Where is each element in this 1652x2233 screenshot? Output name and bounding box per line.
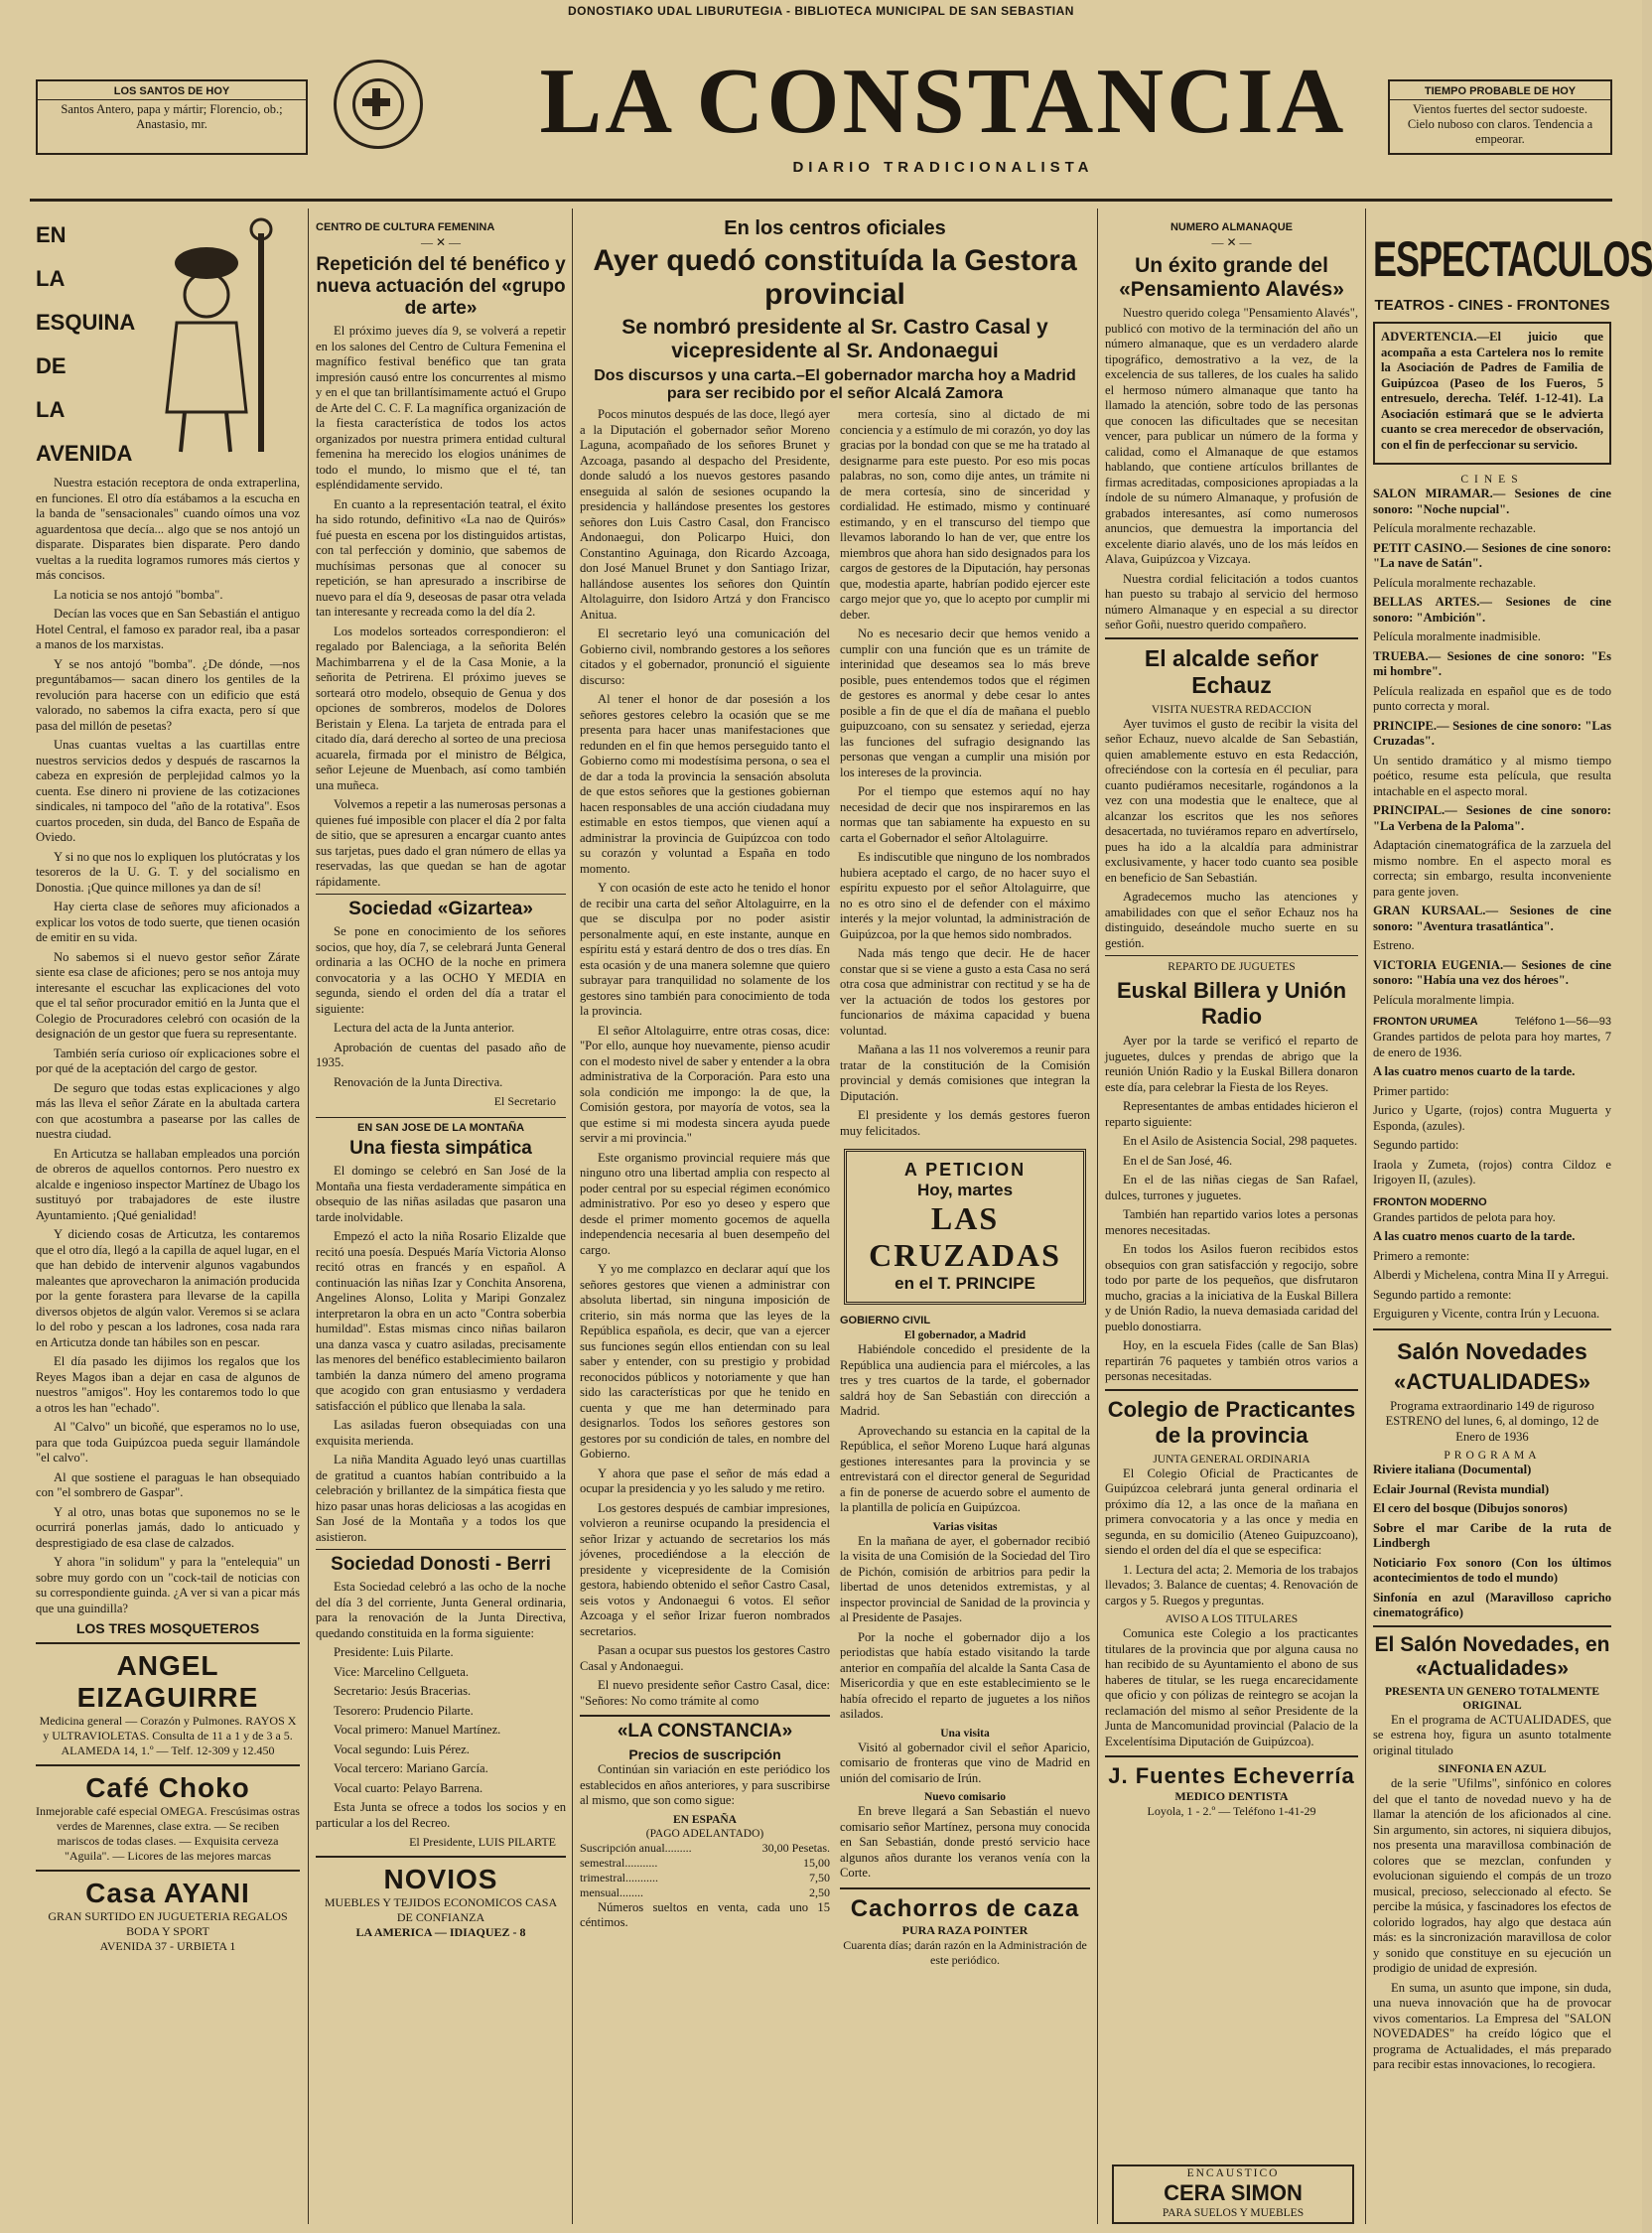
- salon2-sub: PRESENTA UN GENERO TOTALMENTE ORIGINAL: [1384, 1685, 1600, 1712]
- salon-title: Salón Novedades: [1397, 1337, 1587, 1364]
- fronton-line: Erguiguren y Vicente, contra Irún y Lecuona.: [1373, 1307, 1600, 1321]
- article-para: Ayer tuvimos el gusto de recibir la visita del señor Echauz, nuevo alcalde de San Sebastián, quien amablemente estuvo en esta Redacción, ofreciéndose con la cortesía en él peculiar, para cuanto pudiéramos necesitarle, rogándonos a la vez con una modestia que le enaltece, que al alcanzar los escritos que les nos señores desacertada, no tuviéramos reparo en advertírselo, pues ha ido a la alcaldía para administrar exclusivamente, y hacer todo cuanto sea posible en beneficio de San Sebastián.: [1105, 716, 1358, 885]
- article-kicker: NUMERO ALMANAQUE: [1170, 221, 1294, 233]
- price-row: [580, 1871, 830, 1885]
- article-para: El señor Altolaguirre, entre otras cosas, dice: "Por ello, aunque hoy nuevamente, pienso acudir con el modesto nivel de saber y entender a la obra administrativa de la Corporación. Para esto una sola condición me impongo: la de que, la Comisión gestora, por mayoría de votos, sea la que estime si mi modesta sincera ayuda puede servir a mi provincia.": [580, 1023, 830, 1145]
- salon-item: Sinfonía en azul (Maravilloso capricho cinematográfico): [1373, 1590, 1611, 1619]
- salon-item: El cero del bosque (Dibujos sonoros): [1373, 1501, 1568, 1515]
- salon-item: Sobre el mar Caribe de la ruta de Lindbergh: [1373, 1520, 1611, 1550]
- advertencia-box: [1373, 322, 1611, 465]
- gob-sub: Varias visitas: [932, 1520, 998, 1533]
- article-kicker: VISITA NUESTRA REDACCION: [1151, 703, 1312, 716]
- article-para: Vocal tercero: Mariano García.: [334, 1761, 488, 1775]
- fronton-line: Segundo partido a remonte:: [1373, 1287, 1512, 1302]
- cine-entry: PRINCIPE.— Sesiones de cine sonoro: "Las Cruzadas".: [1373, 718, 1611, 748]
- fronton-line: Alberdi y Michelena, contra Mina II y Arregui.: [1373, 1268, 1609, 1282]
- subscription-head-2: (PAGO ADELANTADO): [645, 1827, 764, 1840]
- article-kicker: AVISO A LOS TITULARES: [1165, 1613, 1299, 1625]
- weather-head: TIEMPO PROBABLE DE HOY: [1390, 85, 1610, 100]
- ad-text: Inmejorable café especial OMEGA. Frescúsimas ostras verdes de Marennes, clase extra. — Se reciben mariscos de todas clases. — Exquisita cerveza "Aguila". — Licores de las mejores marcas: [36, 1804, 300, 1863]
- article-para: En breve llegará a San Sebastián el nuevo comisario señor Martínez, persona muy conocida en San Sebastián, donde prestó servicio hace algunos años durante los veranos venía con la Corte.: [840, 1804, 1090, 1880]
- col1-para: En Articutza se hallaban empleados una porción de obreros de aquellos contornos. Pero nuestro ex alcalde e ingenioso inspector Martínez de Ubago los sustituyó por trabajadores de este ilustre Ayuntamiento. ¡Qué genialidad!: [36, 1146, 300, 1222]
- article-para: El nuevo presidente señor Castro Casal, dice: "Señores: No como trámite al como: [580, 1678, 830, 1708]
- article-para: Pasan a ocupar sus puestos los gestores Castro Casal y Andonaegui.: [580, 1643, 830, 1673]
- gob-sub: Una visita: [940, 1727, 990, 1740]
- cine-entry: PRINCIPAL.— Sesiones de cine sonoro: "La Verbena de la Paloma".: [1373, 803, 1611, 833]
- library-watermark: DONOSTIAKO UDAL LIBURUTEGIA - BIBLIOTECA MUNICIPAL DE SAN SEBASTIAN: [568, 4, 1074, 18]
- article-para: Este organismo provincial requiere más que ninguno otro una libertad amplia con respecto al poder central por su especial régimen económico administrativo. Por eso yo deseo y espero que desde el primer momento gocemos de aquella independencia necesaria al buen desempeño del cargo.: [580, 1150, 830, 1257]
- article-para: Tesorero: Prudencio Pilarte.: [334, 1703, 474, 1718]
- pet-title: LAS CRUZADAS: [869, 1200, 1061, 1273]
- article-para: Aprobación de cuentas del pasado año de 1935.: [316, 1040, 566, 1069]
- fronton-head: FRONTON MODERNO: [1373, 1195, 1487, 1208]
- salon2-para: En el programa de ACTUALIDADES, que se estrena hoy, figura un asunto totalmente original titulado: [1373, 1712, 1611, 1757]
- article-kicker: JUNTA GENERAL ORDINARIA: [1153, 1453, 1310, 1465]
- masthead-subtitle: DIARIO TRADICIONALISTA: [792, 159, 1094, 176]
- article-para: Hoy, en la escuela Fides (calle de San Blas) repartirán 76 paquetes y también otros varios a personas necesitadas.: [1105, 1338, 1358, 1383]
- headline-word: EN: [36, 222, 67, 247]
- ad-cachorros: [840, 1887, 1090, 1968]
- article-para: Las asiladas fueron obsequiadas con una exquisita merienda.: [316, 1418, 566, 1448]
- esquina-headline: [36, 213, 300, 476]
- article-para: Esta Sociedad celebró a las ocho de la noche del día 3 del corriente, Junta General ordinaria, para la renovación de la Junta Directiva, quedando constituida en la forma siguiente:: [316, 1580, 566, 1640]
- column-5: [1373, 213, 1652, 2224]
- pet-line: A PETICION: [903, 1160, 1027, 1180]
- article-para: Vocal segundo: Luis Pérez.: [334, 1742, 470, 1756]
- ad-name: NOVIOS: [383, 1864, 498, 1894]
- col1-para: Nuestra estación receptora de onda extraperlina, en funciones. El otro día estábamos a la escucha en la banda de "sensacionales" cuando oímos una voz aguardentosa que decía... algo que se nos antojó un disparate. Disparates bien disparate. Pero dando vueltas a la ruedita logramos rumores más ciertos y más concisos.: [36, 476, 300, 582]
- ad-line: ENCAUSTICO: [1186, 2167, 1280, 2179]
- article-para: Ayer por la tarde se verificó el reparto de juguetes, dulces y prendas de abrigo que la reunión Unión Radio y la Euskal Billera donaron este día, para celebrar la Fiesta de los Reyes.: [1105, 1034, 1358, 1094]
- cine-entry: GRAN KURSAAL.— Sesiones de cine sonoro: "Aventura trasatlántica".: [1373, 904, 1611, 933]
- salon-item: Noticiario Fox sonoro (Con los últimos acontecimientos de todo el mundo): [1373, 1555, 1611, 1585]
- fronton-line: Grandes partidos de pelota para hoy martes, 7 de enero de 1936.: [1373, 1030, 1611, 1059]
- fronton-line: A las cuatro menos cuarto de la tarde.: [1373, 1229, 1576, 1243]
- article-para: Presidente: Luis Pilarte.: [334, 1645, 454, 1659]
- article-para: En la mañana de ayer, el gobernador recibió la visita de una Comisión de la Sociedad del Tiro de Pichón, comisión de arbitrios para pedir la libertad de unos detenidos extremistas, y al inspector provincial de Sanidad de la provincia y al Presidente de Pasajes.: [840, 1533, 1090, 1624]
- salon2-para: En suma, un asunto que impone, sin duda, una nueva innovación que ha de provocar vivos comentarios. La Empresa del "SALON NOVEDADES" ha creído lógico que el programa de Actualidades, el más preparado para recibir estas innovaciones, lo recogiera.: [1373, 1980, 1611, 2071]
- fronton-line: Iraola y Zumeta, (rojos) contra Cildoz e Irigoyen II, (azules).: [1373, 1157, 1611, 1186]
- subscription-intro: Continúan sin variación en este periódico los establecidos en años anteriores, y para suscribirse al mismo, que son como sigue:: [580, 1762, 830, 1807]
- col1-para: Al "Calvo" un bicoñé, que esperamos no lo use, para que toda Guipúzcoa pueda seguir llamándole "el calvo".: [36, 1420, 300, 1465]
- subscription-foot: Números sueltos en venta, cada uno 15 céntimos.: [580, 1899, 830, 1929]
- ad-text: Medicina general — Corazón y Pulmones. RAYOS X y ULTRAVIOLETAS. Consulta de 11 a 1 y de 3 a 5. ALAMEDA 14, 1.º — Telf. 12-309 y 12.450: [39, 1714, 297, 1757]
- two-column-text: [580, 407, 1090, 1968]
- price-label: trimestral...........: [580, 1870, 658, 1884]
- cine-rating: Película moralmente inadmisible.: [1373, 629, 1541, 643]
- ad-casa-ayani: [36, 1870, 300, 1954]
- article-para: Comunica este Colegio a los practicantes titulares de la provincia que por alguna causa no han recibido de su Ayuntamiento el abono de sus haberes de titular, se les ruega encarecidamente que oficio y con pólizas de reintegro se acojan la reclamación del mismo al señor Presidente de la Junta de Mancomunidad provincial (Palacio de la Excelentísima Diputación de Guipúzcoa).: [1105, 1626, 1358, 1748]
- article-para: Nuestro querido colega "Pensamiento Alavés", publicó con motivo de la terminación del año un número almanaque, que es un verdadero alarde tipográfico, demostrativo a la vez, de la excelencia de sus talleres, de los cuales ha salido el hermoso número almanaque que tanto ha llamado la atención, sobre todo de las personas que conocen las dificultades que se necesitan vencer, para publicar un número de la forma y calidad, como el Almanaque de que estamos hablando, que contiene artículos brillantes de firmas acreditadas, composiciones apropiadas a la índole de su número Almanaque, y profusión de grabados interesantes, así como numerosos anuncios, que demuestra la importancia del excelente diario alavés, uno de los más leídos en Alava, Guipúzcoa y Vizcaya.: [1105, 306, 1358, 566]
- cine-rating: Película realizada en español que es de todo punto correcta y moral.: [1373, 683, 1611, 713]
- advertencia-text: ADVERTENCIA.—El juicio que acompaña a esta Cartelera nos lo remite la Asociación de Padres de Familia de Guipúzcoa (Paseo de los Fueros, 5 entresuelo, derecha. Teléf. 1-12-41). La Asociación estimará que se le advierta cuanto se crea merecedor de observación, con el fin de perfeccionar su servicio.: [1381, 330, 1603, 452]
- article-para: Nuestra cordial felicitación a todos cuantos han puesto su trabajo al servicio del hermoso número Almanaque y en especial a su director señor Goñi, nuestro querido compañero.: [1105, 571, 1358, 631]
- salon2-title: El Salón Novedades, en «Actualidades»: [1373, 1625, 1611, 1681]
- article-para: También han repartido varios lotes a personas menores necesitadas.: [1105, 1207, 1358, 1237]
- article-para: Por la noche el gobernador dijo a los periodistas que había estado visitando la tarde anterior en compañía del alcalde la Santa Casa de Misericordia y que en este establecimiento se le había ofrecido el reparto de juguetes a los niños asilados.: [840, 1629, 1090, 1721]
- ad-name: Cachorros de caza: [850, 1894, 1080, 1922]
- article-para: Volvemos a repetir a las numerosas personas a quienes fué imposible con placer el día 2 por falta de sitio, que se apresuren a encargar cuanto antes sus tarjetas, pues dado el gran número de ellas ya reservadas, las que quedan se han de agotar rápidamente.: [316, 797, 566, 889]
- ad-address: LA AMERICA — IDIAQUEZ - 8: [355, 1925, 526, 1939]
- article-para: Y ahora que pase el señor de más edad a ocupar la presidencia y yo les saludo y me retiro.: [580, 1465, 830, 1495]
- fronton-name: FRONTON URUMEA: [1373, 1016, 1478, 1028]
- col1-para: Y diciendo cosas de Articutza, les contaremos que el otro día, llegó a la capilla de aquel lugar, en el que han debido de intervenir algunos vagabundos maleantes que aprovecharon la animación producida por la gente forastera para llevarse de la capilla diversos objetos de algún valor. Veremos si se aclara lo del robo y pescan a los ladrones, cosa nada rara en Articutza donde tan hábiles son en pescar.: [36, 1227, 300, 1349]
- article-para: Y yo me complazco en declarar aquí que los señores gestores que vienen a administrar con absoluta libertad, sin ninguna imposición de criterio, sin más norma que las leyes de la República española, es decir, que van a ejercer sus funciones según ellos entiendan con su leal saber y entender, con su prestigio y probidad reconocidos públicos y notoriamente y que han sido las características por que he tenido en cuenta y que me han determinado para designarlos. Todos los señores gestores son gestores por su condición de tales, en nombre del Gobierno.: [580, 1262, 830, 1461]
- article-kicker: En los centros oficiales: [724, 217, 946, 239]
- article-title: Una fiesta simpática: [349, 1138, 532, 1159]
- price-label: mensual........: [580, 1884, 643, 1899]
- salon-novedades-box: [1373, 1328, 1611, 1621]
- ad-cera-simon: [1112, 2164, 1354, 2224]
- col1-para: La noticia se nos antojó "bomba".: [54, 587, 223, 602]
- article-para: Esta Junta se ofrece a todos los socios y en particular a los del Recreo.: [316, 1800, 566, 1830]
- article-para: No es necesario decir que hemos venido a cumplir con una función que es un trámite de interinidad que deseamos sea lo más breve posible, pues entendemos todos que el régimen de gestores es anormal y debe cesar lo antes posible a fin de que el día de mañana el pueblo guipuzcoano, con su sensatez y seriedad, ejerza las funciones del sufragio designando las personas que vengan a cumplir una misión por los intereses de la provincia.: [840, 627, 1090, 779]
- cine-entry: PETIT CASINO.— Sesiones de cine sonoro: "La nave de Satán".: [1373, 540, 1611, 570]
- salon-items: [1373, 1463, 1611, 1621]
- separator: — ✕ —: [420, 235, 462, 249]
- fronton-line: Segundo partido:: [1373, 1138, 1459, 1152]
- ad-address: Loyola, 1 - 2.º — Teléfono 1-41-29: [1147, 1804, 1316, 1818]
- article-kicker: REPARTO DE JUGUETES: [1105, 955, 1358, 974]
- col1-para: El día pasado les dijimos los regalos que los Reyes Magos iban a dejar en casa de algunos de nuestros "amigos". Hoy les contaremos todo lo que a otros les han "echado".: [36, 1354, 300, 1415]
- article-kicker: CENTRO DE CULTURA FEMENINA: [316, 221, 495, 233]
- cine-entry: TRUEBA.— Sesiones de cine sonoro: "Es mi hombre".: [1373, 648, 1611, 678]
- ad-text: MEDICO DENTISTA: [1174, 1789, 1289, 1803]
- price-label: semestral...........: [580, 1855, 658, 1870]
- separator: — ✕ —: [1211, 235, 1252, 249]
- headline-word: AVENIDA: [36, 441, 133, 466]
- subscription-title: «LA CONSTANCIA»: [617, 1721, 793, 1742]
- article-para: Y con ocasión de este acto he tenido el honor de recibir una carta del señor Altolaguirre, en la que se disculpa por no poder asistir personalmente aquí, en este instante, aunque en espíritu está y estará dentro de dos o tres días. En esta ocasión y de una manera solemne que quiero subrayar para tranquilidad no solamente de los gestores sino también para conocimiento de toda la provincia.: [580, 881, 830, 1018]
- article-para: Renovación de la Junta Directiva.: [334, 1074, 503, 1089]
- article-para: Los gestores después de cambiar impresiones, volvieron a reunirse ocupando la presidencia el señor Irizar y actuando de secretarios los más jóvenes, procediéndose a la elección de presidente y vicepresidente de la Comisión gestora, habiendo obtenido el señor Castro Casal, seis votos y Andonaegui 6 votos. El señor Azcoaga y el señor Irizar fueron nombrados secretarios.: [580, 1500, 830, 1638]
- pet-line: en el T. PRINCIPE: [895, 1274, 1035, 1293]
- price-value: 2,50: [809, 1884, 830, 1899]
- ad-name: Café Choko: [85, 1772, 250, 1803]
- salon2-para: de la serie "Ufilms", sinfónico en colores del que el tanto de novedad nuevo y ha de llamar la atención de los aficionados al cine. Sin argumento, sin actores, ni siquiera dibujos, nos presenta una maravillosa combinación de colores que se mezclan, confunden y evolucionan siguiendo el compás de un trozo musical, precioso, seleccionado al efecto. Se percibe la música, y fascinadores los efectos de colorido logrados, hay algo que destaca aún más: es la sincronización maravillosa de color y sonido que constituye en su ejecución un prodigio de unidad de expresión.: [1373, 1776, 1611, 1975]
- col1-para: También sería curioso oír explicaciones sobre el por qué de la aceptación del cargo de gestor.: [36, 1046, 300, 1075]
- article-para: Agradecemos mucho las atenciones y amabilidades con que el señor Echauz nos ha distinguido, deseándole mucho suerte en su gestión.: [1105, 890, 1358, 950]
- ad-name: J. Fuentes Echeverría: [1108, 1763, 1355, 1788]
- article-para: En cuanto a la representación teatral, el éxito ha sido rotundo, definitivo «La nao de Quirós» fué puesta en escena por los distinguidos artistas, con tal perfección y dominio, que sabemos de muchísimas personas que al conocer su repetición, se han apresurado a inscribirse de nuevo para el día 9, deseosas de pasar otra velada tan interesante y recreada como la del día 2.: [316, 496, 566, 619]
- article-title: Colegio de Practicantes de la provincia: [1105, 1389, 1358, 1449]
- salon-item: Eclair Journal (Revista mundial): [1373, 1481, 1550, 1496]
- headline-word: DE: [36, 353, 67, 378]
- subscription-box: [580, 1715, 830, 1931]
- espectaculos-title: ESPECTACULOS: [1373, 229, 1652, 287]
- price-label: Suscripción anual.........: [580, 1840, 692, 1855]
- col1-signature: LOS TRES MOSQUETEROS: [75, 1620, 260, 1636]
- price-row: [580, 1856, 830, 1871]
- headline-word: LA: [36, 266, 66, 291]
- ad-text: PURA RAZA POINTER: [901, 1922, 1029, 1937]
- article-title: El alcalde señor Echauz: [1105, 637, 1358, 699]
- gob-head: GOBIERNO CIVIL: [840, 1315, 931, 1326]
- price-value: 15,00: [803, 1855, 830, 1870]
- saints-text: Santos Antero, papa y mártir; Florencio, ob.; Anastasio, mr.: [61, 102, 283, 131]
- article-para: Vocal cuarto: Pelayo Barrena.: [334, 1780, 483, 1795]
- price-row: [580, 1841, 830, 1856]
- salon-title-2: «ACTUALIDADES»: [1393, 1368, 1591, 1394]
- article-para: La niña Mandita Aguado leyó unas cuartillas de gratitud a cuantos habían contribuido a la celebración y brillantez de la simpática fiesta que hizo pasar unas horas deliciosas a las acogidas en San José de la Montaña y a todos los que asistieron.: [316, 1453, 566, 1544]
- article-para: 1. Lectura del acta; 2. Memoria de los trabajos llevados; 3. Balance de cuentas; 4. Renovación de cargos y 5. Ruegos y preguntas.: [1105, 1562, 1358, 1607]
- price-value: 7,50: [809, 1870, 830, 1884]
- article-para: Empezó el acto la niña Rosario Elizalde que recitó una poesía. Después María Victoria Alonso recitó otras en francés y en español. A continuación las niñas Izar y Conchita Ansorena, Angelines Alonso, Lolita y Maripi Gonzalez interpretaron la obra en un acto "Contra soberbia humildad". Estas mismas cinco niñas bailaron una danza vasca y cuatro asiladas, precisamente las menores del benéfico establecimiento bailaron también la danza número del ameno programa que acogido con gran entusiasmo y verdadera satisfacción el público que llenaba la sala.: [316, 1229, 566, 1413]
- article-para: En el de San José, 46.: [1123, 1153, 1233, 1168]
- article-para: Visitó al gobernador civil el señor Aparicio, comisario de fronteras que vino de Madrid en unión del comisario de Irún.: [840, 1740, 1090, 1785]
- cine-rating: Adaptación cinematográfica de la zarzuela del mismo nombre. En el aspecto moral es correcta; sin embargo, resulta inconveniente para gente joven.: [1373, 838, 1611, 899]
- article-para: El próximo jueves día 9, se volverá a repetir en los salones del Centro de Cultura Femenina el magnífico festival benéfico que tan grata impresión causó entre los concurrentes al mismo y en el que tan brillantísimamente actuó el Grupo de Arte del C. C. F. La magnífica organización de la fiesta característica de todos los actos organizados por nuestra primera entidad cultural femenina ha merecido los elogios unánimes de todo el mundo, lo mismo que el té, tan espléndidamente servido.: [316, 324, 566, 491]
- col1-para: Y ahora "in solidum" y para la "entelequia" un sobre muy gordo con un "cock-tail de noticias con su correspondiente guinda. ¿A ver si van a picar más que una guindilla?: [36, 1555, 300, 1615]
- column-rule: [572, 209, 573, 2224]
- cartoon-illustration: [155, 213, 294, 462]
- article-para: Pocos minutos después de las doce, llegó ayer a la Diputación el gobernador señor Moreno Laguna, acompañado de los señores Brunet y Azcoaga, pasando al despacho del Presidente, donde saludó a los nuevos gestores pasando enseguida al salón de sesiones ocupando la presidencia y hallándose presentes los gestores señores don Luis Castro Casal, don Francisco Andonaegui, don Policarpo Huici, don Constantino Aguinaga, don Ricardo Azcoaga, don José Manuel Brunet y don Santiago Irizar, hallándose ausentes los señores don Quintín Altolaguirre, don Isidoro Artzá y don Francisco Anitua.: [580, 407, 830, 622]
- article-para: Vice: Marcelino Cellgueta.: [334, 1664, 469, 1679]
- fronton-line: Primer partido:: [1373, 1083, 1449, 1098]
- weather-box: [1388, 79, 1612, 155]
- ad-address: AVENIDA 37 - URBIETA 1: [99, 1939, 236, 1953]
- cines-list: [1373, 487, 1611, 1008]
- ad-text-2: Cuarenta días; darán razón en la Administración de este periódico.: [843, 1937, 1087, 1967]
- ad-name: CERA SIMON: [1164, 2180, 1303, 2205]
- column-3: [580, 213, 1090, 2224]
- column-rule: [1097, 209, 1098, 2224]
- price-value: 30,00 Pesetas.: [761, 1840, 830, 1855]
- headline-word: LA: [36, 397, 66, 422]
- article-para: Al tener el honor de dar posesión a los señores gestores celebro la ocasión que se me presenta para hacer unas manifestaciones que redunden en el fin que hemos perseguido tanto el Gobierno como mi modestísima persona, o sea el de dar a toda la provincia la sensación absoluta de que estos señores que la gestiones gobiernan hacen responsables de una acción ciudadana muy estimable en estos tiempos, que vienen aquí a administrar la provincia de Guipúzcoa con todo su corazón y voluntad a España en todo momento.: [580, 692, 830, 876]
- saints-box: [36, 79, 308, 155]
- espectaculos-sub: TEATROS - CINES - FRONTONES: [1374, 297, 1610, 314]
- article-kicker: EN SAN JOSE DE LA MONTAÑA: [316, 1117, 566, 1134]
- main-headline: Ayer quedó constituída la Gestora provincial: [593, 244, 1077, 311]
- gob-sub: Nuevo comisario: [923, 1791, 1007, 1803]
- column-1: [36, 213, 300, 2224]
- pet-line: Hoy, martes: [916, 1181, 1014, 1199]
- fronton-moderno: [1373, 1210, 1611, 1323]
- fronton-line: Jurico y Ugarte, (rojos) contra Muguerta y Esponda, (azules).: [1373, 1103, 1611, 1133]
- ad-name: Casa AYANI: [85, 1878, 250, 1908]
- col1-para: De seguro que todas estas explicaciones y algo más las lleva el señor Zárate en la abultada cartera con que acostumbra a pasearse por las calles de nuestra ciudad.: [36, 1080, 300, 1141]
- gob-sub: El gobernador, a Madrid: [903, 1329, 1027, 1341]
- column-rule: [1365, 209, 1366, 2224]
- col1-para: Unas cuantas vueltas a las cuartillas entre nuestros servicios dedos y después de rascarnos la cabeza en expresión de perplejidad calmos yo la cuenta. Ese dinero ni proviene de las cotizaciones sindicales, ni tampoco del "año de la rotativa". Esos cuartos proceden, sin duda, del Banco de España de Oviedo.: [36, 738, 300, 844]
- article-title: Sociedad Donosti - Berri: [316, 1549, 566, 1576]
- cine-entry: VICTORIA EUGENIA.— Sesiones de cine sonoro: "Había una vez dos héroes".: [1373, 957, 1611, 987]
- col1-para: Hay cierta clase de señores muy aficionados a explicar los votos de todo suerte, que tienen ocasión de emitir en su vida.: [36, 900, 300, 944]
- cine-rating: Película moralmente rechazable.: [1373, 521, 1536, 535]
- signature: El Presidente, LUIS PILARTE: [409, 1835, 556, 1849]
- article-para: El domingo se celebró en San José de la Montaña una fiesta verdaderamente simpática en obsequio de las niñas asiladas que pasaron una tarde inolvidable.: [316, 1164, 566, 1224]
- article-para: El secretario leyó una comunicación del Gobierno civil, nombrando gestores a los señores citados y el gobernador, pronunció el siguiente discurso:: [580, 627, 830, 687]
- ad-novios: [316, 1856, 566, 1940]
- sub-headline-2: Dos discursos y una carta.–El gobernador marcha hoy a Madrid para ser recibido por el señor Alcalá Zamora: [594, 367, 1076, 402]
- article-para: Nada más tengo que decir. He de hacer constar que si se viene a gusto a esta Casa no será otra cosa que administrar con rectitud y se ha de ver la actuación de todos los gestores por funcionarios de máxima capacidad y buena voluntad.: [840, 946, 1090, 1038]
- article-para: Por el tiempo que estemos aquí no hay necesidad de decir que nos inspiraremos en las normas que tan sabiamente ha expuesto en su carta el Gobernador el señor Altolaguirre.: [840, 784, 1090, 845]
- cine-rating: Un sentido dramático y al mismo tiempo poético, resume esta película, que resulta intachable en el aspecto moral.: [1373, 753, 1611, 798]
- article-para: Representantes de ambas entidades hicieron el reparto siguiente:: [1105, 1099, 1358, 1129]
- cine-entry: BELLAS ARTES.— Sesiones de cine sonoro: "Ambición".: [1373, 595, 1611, 625]
- article-para: Secretario: Jesús Bracerias.: [334, 1684, 472, 1698]
- article-para: Es indiscutible que ninguno de los nombrados hubiera aceptado el cargo, de no hacer suyo el espíritu expuesto por el señor Altolaguirre, que no es otro sino el de defender con el máximo interés y la mejor voluntad, la administración de Guipúzcoa, por la que hemos sido nombrados.: [840, 850, 1090, 941]
- col1-para: No sabemos si el nuevo gestor señor Zárate siente esa clase de aficiones; pero se nos antoja muy interesante el escuchar las explicaciones del voto que el tal señor procurador emitió en la Junta que el Colegio de Procuradores celebró con ocasión de la designación de un gestor que fuera su representante.: [36, 949, 300, 1041]
- fronton-line: Primero a remonte:: [1373, 1248, 1470, 1263]
- ad-eizaguirre: [36, 1642, 300, 1758]
- fronton-line: A las cuatro menos cuarto de la tarde.: [1373, 1064, 1576, 1078]
- weather-text: Vientos fuertes del sector sudoeste. Cielo nuboso con claros. Tendencia a empeorar.: [1407, 102, 1593, 146]
- ad-name: ANGEL EIZAGUIRRE: [76, 1650, 259, 1713]
- article-title: Un éxito grande del «Pensamiento Alavés»: [1119, 254, 1344, 301]
- column-4: [1105, 213, 1358, 2224]
- article-title: Euskal Billera y Unión Radio: [1116, 978, 1347, 1029]
- article-title: Repetición del té benéfico y nueva actuación del «grupo de arte»: [316, 254, 566, 319]
- article-para: En todos los Asilos fueron recibidos estos obsequios con gran satisfacción y regocijo, sobre todo por parte de los pequeños, que disfrutaron mucho, gracias a la iniciativa de la Euskal Billera y de Unión Radio, la nueva demasiada caridad del pueblo donostiarra.: [1105, 1242, 1358, 1333]
- article-para: El presidente y los demás gestores fueron muy felicitados.: [840, 1108, 1090, 1138]
- column-rule: [308, 209, 309, 2224]
- fronton-head: [1373, 1016, 1611, 1028]
- subscription-head: EN ESPAÑA: [672, 1813, 737, 1826]
- cine-entry: SALON MIRAMAR.— Sesiones de cine sonoro: "Noche nupcial".: [1373, 487, 1611, 516]
- cine-rating: Película moralmente rechazable.: [1373, 575, 1536, 590]
- salon2-sub-2: SINFONIA EN AZUL: [1438, 1763, 1547, 1775]
- col1-para: Decían las voces que en San Sebastián el antiguo Hotel Central, el famoso ex parador real, iba a pasar a manos de los marxistas.: [36, 607, 300, 651]
- article-para: Los modelos sorteados correspondieron: el regalado por Balenciaga, a la señorita Belén Machimbarrena y el de la Casa Monie, a la señorita de Petrirena. El próximo jueves se sorteará otro modelo, obsequio de Genua y dos opciones de sombreros, modelos de Dolores Beristain y Elena. La tarjeta de entrada para el citado día, dará derecho al sorteo de una preciosa acuarela, firmada por el ministro de Bélgica, señor Lejeune de Muenbach, así como también una muñeca.: [316, 624, 566, 792]
- fronton-urumea: [1373, 1030, 1611, 1188]
- article-title: Sociedad «Gizartea»: [316, 894, 566, 920]
- article-para: En el Asilo de Asistencia Social, 298 paquetes.: [1123, 1134, 1358, 1148]
- article-para: Vocal primero: Manuel Martínez.: [334, 1723, 501, 1737]
- headline-word: ESQUINA: [36, 310, 136, 335]
- ad-fuentes: [1105, 1755, 1358, 1819]
- las-cruzadas-ad: [844, 1149, 1086, 1305]
- cine-rating: Película moralmente limpia.: [1373, 992, 1515, 1007]
- col1-para: Al que sostiene el paraguas le han obsequiado con "el sombrero de Gaspar".: [36, 1469, 300, 1499]
- article-para: Aprovechando su estancia en la capital de la República, el señor Moreno Luque hará algunas gestiones interesantes para la provincia y se entrevistará con el director general de Seguridad a fin de ponerse de acuerdo sobre el aumento de la plantilla de policía en Guipúzcoa.: [840, 1423, 1090, 1514]
- ad-text: MUEBLES Y TEJIDOS ECONOMICOS CASA DE CONFIANZA: [324, 1895, 558, 1924]
- article-para: mera cortesía, sino al dictado de mi conciencia y a estímulo de mi corazón, yo doy las gracias por la bondad con que se me ha tratado al designarme para este puesto. Por eso mis pocas palabras, no son, como dije antes, un trámite ni de mera cortesía, sino de sinceridad y cordialidad. He estimado, mismo y continuaré estimando, y en el transcurso del tiempo que llevamos laborando lo han de ver, que entre los miembros que ahora han sido designados para los cargos de gestores de la Diputación, hay personas que, modestia aparte, habrían podido ejercer este cargo mejor que yo, que lo acepto por cumplir mi deber.: [840, 407, 1090, 622]
- col1-para: Y se nos antojó "bomba". ¿De dónde, —nos preguntábamos— sacan dinero los gentiles de la revolución para hacerse con un edificio que está valorado, no sabemos la cifra exacta, pero sí que pasa del millón de pesetas?: [36, 656, 300, 733]
- seal-logo: [334, 60, 423, 149]
- article-para: Se pone en conocimiento de los señores socios, que hoy, día 7, se celebrará Junta General ordinaria a las OCHO de la noche en primera convocatoria y a las OCHO Y MEDIA en segunda, siendo el orden del día a tratar el siguiente:: [316, 924, 566, 1016]
- cine-rating: Estreno.: [1373, 938, 1415, 952]
- fronton-tel: Teléfono 1—56—93: [1514, 1016, 1611, 1028]
- column-2: [316, 213, 566, 2224]
- article-para: El Colegio Oficial de Practicantes de Guipúzcoa celebrará junta general ordinaria el próximo día 12, a las once de la mañana en primera convocatoria y a las once y media en segunda, en su domicilio (Ateneo Guipuzcoano), siendo el orden del día el que se especifica:: [1105, 1465, 1358, 1557]
- header-rule: [30, 199, 1612, 202]
- article-para: Mañana a las 11 nos volveremos a reunir para tratar de la constitución de la Comisión provincial y demás comisiones que integran la Diputación.: [840, 1043, 1090, 1103]
- subscription-sub: Precios de suscripción: [628, 1746, 781, 1762]
- price-row: [580, 1885, 830, 1900]
- salon-item: Riviere italiana (Documental): [1373, 1463, 1532, 1476]
- ad-text: GRAN SURTIDO EN JUGUETERIA REGALOS BODA Y SPORT: [48, 1909, 288, 1938]
- fronton-line: Grandes partidos de pelota para hoy.: [1373, 1209, 1556, 1224]
- salon-prog: PROGRAMA: [1444, 1450, 1541, 1462]
- article-para: Lectura del acta de la Junta anterior.: [334, 1021, 515, 1035]
- article-para: Habiéndole concedido el presidente de la República una audiencia para el miércoles, a las tres y tres cuartos de la tarde, el gobernador saldrá hoy de San Sebastián con dirección a Madrid.: [840, 1342, 1090, 1418]
- ad-text: PARA SUELOS Y MUEBLES: [1162, 2207, 1305, 2219]
- signature: El Secretario: [493, 1094, 556, 1108]
- cines-head: CINES: [1460, 474, 1524, 486]
- sub-headline: Se nombró presidente al Sr. Castro Casal y vicepresidente al Sr. Andonaegui: [621, 316, 1048, 362]
- ad-cafe-choko: [36, 1764, 300, 1864]
- col1-para: Y al otro, unas botas que suponemos no se le ocurrirá ponerlas jamás, dado lo anticuado y desprestigiado de esa clase de calzados.: [36, 1504, 300, 1550]
- masthead-title: LA CONSTANCIA: [539, 50, 1347, 153]
- salon-text: Programa extraordinario 149 de riguroso ESTRENO del lunes, 6, al domingo, 12 de Enero de 1936: [1385, 1398, 1599, 1444]
- col1-para: Y si no que nos lo expliquen los plutócratas y los tesoreros de la U. G. T. y del socialismo en Donostia. ¡Que quince millones ya dan de sí!: [36, 849, 300, 895]
- saints-head: LOS SANTOS DE HOY: [38, 85, 306, 100]
- article-para: En el de las niñas ciegas de San Rafael, dulces, turrones y juguetes.: [1105, 1173, 1358, 1202]
